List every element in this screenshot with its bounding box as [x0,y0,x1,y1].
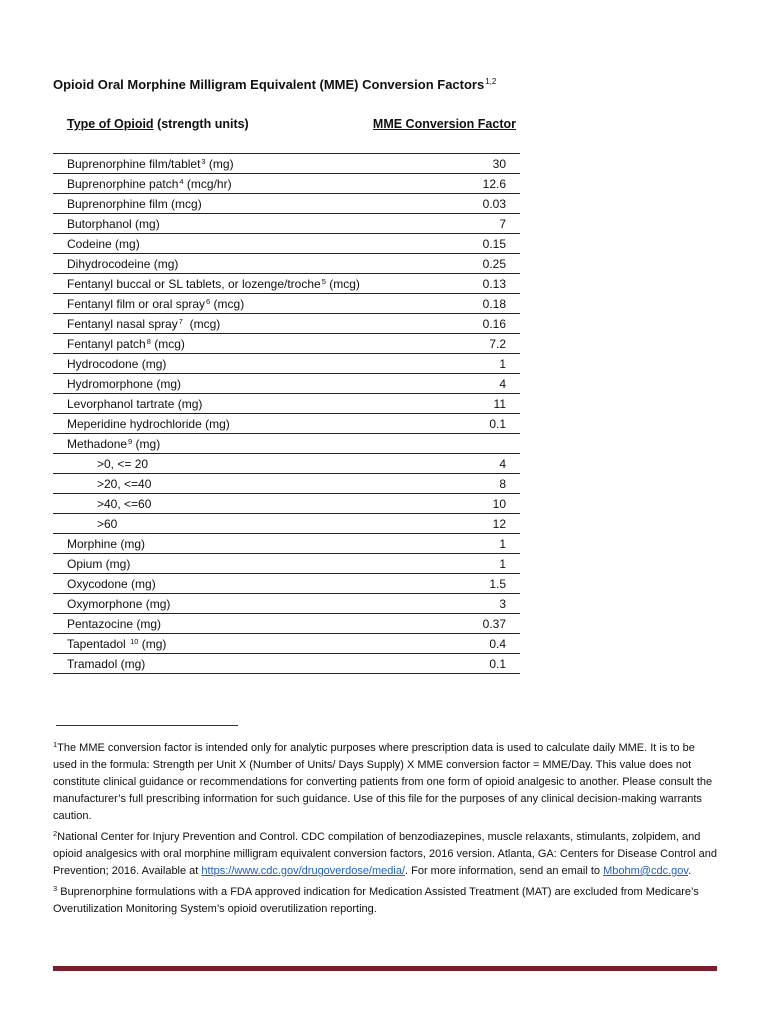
opioid-name-cell [53,514,412,534]
opioid-name: Hydrocodone (mg) [67,356,167,371]
opioid-name: Buprenorphine film (mcg) [67,196,202,211]
footnote-ref: 6 [206,296,211,306]
email-link[interactable]: Mbohm@cdc.gov [603,865,689,877]
footnote-divider [56,725,238,726]
opioid-name-cell [53,374,412,394]
mme-factor-cell: 0.4 [412,634,520,654]
mme-factor-cell: 10 [412,494,520,514]
footnote-ref: 7 [178,316,183,326]
opioid-name: Fentanyl nasal spray [67,316,178,331]
opioid-name: Dihydrocodeine (mg) [67,256,179,271]
mme-factor-cell: 0.18 [412,294,520,314]
opioid-name: Pentazocine (mg) [67,616,162,631]
table-row [53,634,520,654]
mme-factor-cell: 8 [412,474,520,494]
footnote-ref: 10 [130,636,139,646]
table-row [53,354,520,374]
opioid-units: (mcg) [150,336,185,351]
table-row [53,274,520,294]
footnote-ref: 5 [321,276,326,286]
table-row [53,234,520,254]
opioid-name-cell [53,594,412,614]
table-row [53,394,520,414]
mme-factor-cell: 12.6 [412,174,520,194]
opioid-units: (mg) [138,636,167,651]
opioid-name: Hydromorphone (mg) [67,376,182,391]
opioid-name: Methadone [67,436,128,451]
footnote-3 [53,880,717,918]
opioid-name-cell [53,174,412,194]
opioid-name: Oxymorphone (mg) [67,596,171,611]
opioid-name: Buprenorphine patch [67,176,179,191]
mme-factor-cell: 30 [412,154,520,174]
table-row [53,654,520,674]
opioid-name-cell [53,314,412,334]
opioid-name: Fentanyl film or oral spray [67,296,206,311]
footnote-3-text: Buprenorphine formulations with a FDA approved indication for Medication Assisted Treatment (MAT) are excluded from Medicare’s Overutilization Monitoring System’s opioid overutilization reporting. [53,886,699,915]
table-row [53,474,520,494]
footnote-2 [53,825,717,880]
mme-factor-cell: 1 [412,554,520,574]
cdc-media-link[interactable]: https://www.cdc.gov/drugoverdose/media/ [201,865,406,877]
opioid-name: Buprenorphine film/tablet [67,156,201,171]
table-row [53,614,520,634]
opioid-name-cell [53,154,412,174]
opioid-name: >20, <=40 [97,476,152,491]
footnote-ref: 3 [201,156,206,166]
opioid-name: Opium (mg) [67,556,131,571]
opioid-name-cell [53,254,412,274]
table-row [53,514,520,534]
table-row [53,174,520,194]
opioid-name-cell [53,414,412,434]
opioid-name-cell [53,434,412,454]
bottom-divider-bar [53,966,717,971]
table-row [53,554,520,574]
opioid-name: >40, <=60 [97,496,152,511]
opioid-name-cell [53,354,412,374]
mme-factor-cell [412,434,520,454]
footnote-2-text: National Center for Injury Prevention and Control. CDC compilation of benzodiazepines, muscle relaxants, stimulants, zolpidem, and opioid analgesics with oral morphine milligram equivalent conversion factors, 2016 version. Atlanta, GA: Centers for Disease Control and Prevention; 2016. Available at [53,831,718,877]
opioid-units: (mg) [205,156,234,171]
footnote-1 [53,736,717,825]
title-refs: 1,2 [485,77,497,86]
strength-units-label: (strength units) [157,117,249,131]
mme-factor-cell: 0.1 [412,414,520,434]
footnote-3-number: 3 [53,884,58,893]
column-header-factor: MME Conversion Factor [372,117,516,131]
footnote-ref: 9 [128,436,133,446]
table-row [53,334,520,354]
opioid-name-cell [53,494,412,514]
opioid-name-cell [53,474,412,494]
opioid-name-cell [53,214,412,234]
mme-factor-cell: 0.37 [412,614,520,634]
opioid-name-cell [53,194,412,214]
table-row [53,154,520,174]
footnote-2-number: 2 [53,829,58,838]
table-row [53,414,520,434]
table-row [53,534,520,554]
opioid-units: (mcg) [325,276,360,291]
opioid-name-cell [53,274,412,294]
opioid-name: Codeine (mg) [67,236,140,251]
mme-factor-cell: 1.5 [412,574,520,594]
table-row [53,294,520,314]
table-row [53,594,520,614]
table-row [53,434,520,454]
opioid-name-cell [53,534,412,554]
mme-factor-cell: 0.13 [412,274,520,294]
opioid-name-cell [53,234,412,254]
table-row [53,374,520,394]
footnote-2-after: . For more information, send an email to [405,865,604,877]
opioid-units: (mcg/hr) [183,176,232,191]
type-of-opioid-label: Type of Opioid [67,117,154,131]
opioid-name: Tramadol (mg) [67,656,146,671]
opioid-name: Butorphanol (mg) [67,216,160,231]
mme-factor-cell: 0.25 [412,254,520,274]
mme-factor-cell: 4 [412,454,520,474]
page-title [53,77,713,92]
opioid-name-cell [53,554,412,574]
mme-factor-cell: 7 [412,214,520,234]
opioid-name: Meperidine hydrochloride (mg) [67,416,230,431]
mme-factor-cell: 11 [412,394,520,414]
mme-factor-cell: 3 [412,594,520,614]
mme-factor-cell: 12 [412,514,520,534]
opioid-name: >0, <= 20 [97,456,149,471]
opioid-name: >60 [97,516,118,531]
mme-factor-cell: 1 [412,534,520,554]
opioid-name-cell [53,614,412,634]
table-row [53,494,520,514]
mme-factor-cell: 4 [412,374,520,394]
opioid-name-cell [53,574,412,594]
opioid-name: Tapentadol [67,636,130,651]
opioid-name-cell [53,654,412,674]
footnote-ref: 8 [146,336,151,346]
table-row [53,454,520,474]
opioid-name: Levorphanol tartrate (mg) [67,396,203,411]
opioid-units: (mcg) [182,316,221,331]
opioid-name: Fentanyl patch [67,336,146,351]
title-text: Opioid Oral Morphine Milligram Equivalent (MME) Conversion Factors [53,77,485,92]
mme-factor-cell: 0.03 [412,194,520,214]
table-header [67,117,516,135]
table-row [53,254,520,274]
mme-factor-cell: 7.2 [412,334,520,354]
mme-factor-cell: 0.15 [412,234,520,254]
footnote-ref: 4 [179,176,184,186]
table-row [53,214,520,234]
column-header-opioid [67,117,249,131]
conversion-table [53,153,520,674]
footnote-1-number: 1 [53,740,58,749]
footnote-1-text: The MME conversion factor is intended only for analytic purposes where prescription data is used to calculate daily MME. It is to be used in the formula: Strength per Unit X (Number of Units/ Days Supply) X MME conversion factor = MME/Day. This value does not constitute clinical guidance or recommendations for converting patients from one form of opioid analgesic to another. Please consult the manufacturer’s full prescribing information for such guidance. Use of this file for the purposes of any clinical decision-making warrants caution. [53,742,713,822]
footnotes [53,736,717,918]
table-row [53,574,520,594]
opioid-name-cell [53,294,412,314]
table-row [53,314,520,334]
opioid-name: Fentanyl buccal or SL tablets, or lozenge/troche [67,276,321,291]
opioid-name: Oxycodone (mg) [67,576,156,591]
opioid-name-cell [53,454,412,474]
mme-factor-cell: 1 [412,354,520,374]
mme-factor-cell: 0.1 [412,654,520,674]
footnote-2-end: . [688,865,692,877]
opioid-name-cell [53,634,412,654]
mme-factor-cell: 0.16 [412,314,520,334]
opioid-units: (mcg) [210,296,245,311]
opioid-units: (mg) [132,436,161,451]
table-row [53,194,520,214]
opioid-name: Morphine (mg) [67,536,146,551]
opioid-name-cell [53,394,412,414]
opioid-name-cell [53,334,412,354]
